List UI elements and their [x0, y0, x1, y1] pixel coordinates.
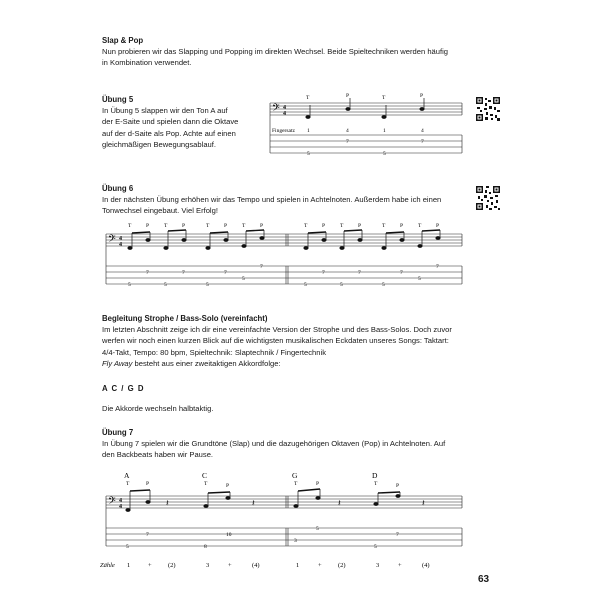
tab-number: 5 — [307, 151, 310, 157]
quarter-rest: 𝄽 — [166, 498, 169, 508]
song-title: Fly Away — [102, 358, 133, 368]
tab-number: 5 — [164, 282, 167, 288]
count-beat: 1 — [296, 562, 300, 569]
text-line: werfen wir noch einen kurzen Blick auf die wichtigsten musikalischen Eckdaten unseres Songs: Taktart: — [102, 336, 449, 346]
pop-mark: P — [146, 223, 150, 229]
time-sig-top: 4 — [119, 236, 122, 242]
pop-mark: P — [322, 223, 326, 229]
fingersatz-label: Fingersatz — [272, 128, 295, 134]
quarter-rest: 𝄽 — [422, 498, 425, 508]
tab-number: 5 — [206, 282, 209, 288]
notation-exercise-5 — [262, 93, 466, 163]
time-sig-bottom: 4 — [119, 242, 122, 248]
tab-number: 5 — [383, 151, 386, 157]
tab-number: 5 — [340, 282, 343, 288]
pop-mark: P — [346, 93, 350, 99]
section-exercise-6 — [102, 183, 472, 217]
count-beat: (2) — [338, 562, 346, 569]
time-sig-top: 4 — [119, 498, 122, 504]
song-description: besteht aus einer zweitaktigen Akkordfolge: — [132, 358, 281, 368]
tab-number: 8 — [204, 544, 207, 550]
pop-mark: P — [260, 223, 264, 229]
tab-number: 5 — [128, 282, 131, 288]
heading-exercise-7: Übung 7 — [102, 428, 134, 437]
page-number: 63 — [478, 574, 490, 585]
text-line: In Übung 7 spielen wir die Grundtöne (Slap) und die dazugehörigen Oktaven (Pop) in Achtelnoten. Auf — [102, 439, 446, 449]
count-beat: + — [318, 562, 322, 569]
slap-mark: T — [374, 481, 378, 487]
slap-mark: T — [340, 223, 344, 229]
text-line: Nun probieren wir das Slapping und Popping im direkten Wechsel. Beide Spieltechniken werden häufig — [102, 47, 449, 57]
chord-symbol: D — [372, 471, 378, 480]
section-exercise-5 — [102, 94, 282, 150]
bass-clef: 𝄢 — [108, 495, 116, 509]
count-beat: (4) — [422, 562, 430, 569]
text-line: In Übung 5 slappen wir den Ton A auf — [102, 106, 228, 116]
tab-number: 7 — [322, 270, 325, 276]
slap-mark: T — [382, 95, 386, 101]
slap-mark: T — [204, 481, 208, 487]
notation-exercise-6 — [102, 220, 466, 294]
heading-exercise-5: Übung 5 — [102, 95, 134, 104]
text-line: auf der d-Saite als Pop. Achte auf einen — [102, 128, 236, 138]
section-exercise-7 — [102, 427, 472, 461]
tab-number: 7 — [224, 270, 227, 276]
slap-mark: T — [206, 223, 210, 229]
count-beat: + — [148, 562, 152, 569]
section-accompaniment — [102, 313, 474, 369]
fingering-number: 1 — [383, 128, 386, 134]
count-beat: 3 — [376, 562, 380, 569]
text-line: in Kombination verwendet. — [102, 58, 192, 68]
pop-mark: P — [396, 483, 400, 489]
text-line — [102, 358, 474, 369]
tab-number: 7 — [358, 270, 361, 276]
quarter-rest: 𝄽 — [252, 498, 255, 508]
tab-number: 5 — [304, 282, 307, 288]
pop-mark: P — [226, 483, 230, 489]
tab-number: 5 — [242, 276, 245, 282]
tab-number: 3 — [294, 538, 297, 544]
pop-mark: P — [182, 223, 186, 229]
pop-mark: P — [420, 93, 424, 99]
bass-clef: 𝄢 — [272, 102, 280, 116]
pop-mark: P — [436, 223, 440, 229]
pop-mark: P — [400, 223, 404, 229]
time-sig-bottom: 4 — [119, 504, 122, 510]
bass-clef: 𝄢 — [108, 233, 116, 247]
count-beat: 3 — [206, 562, 210, 569]
text-line: gleichmäßigen Bewegungsablauf. — [102, 139, 216, 149]
slap-mark: T — [128, 223, 132, 229]
text-line: 4/4-Takt, Tempo: 80 bpm, Spieltechnik: Slaptechnik / Fingertechnik — [102, 347, 326, 357]
heading-exercise-6: Übung 6 — [102, 184, 134, 193]
chord-change-text: Die Akkorde wechseln halbtaktig. — [102, 404, 214, 413]
tab-number: 7 — [400, 270, 403, 276]
slap-mark: T — [294, 481, 298, 487]
count-beat: (4) — [252, 562, 260, 569]
text-line: den Backbeats haben wir Pause. — [102, 450, 214, 460]
tab-number: 5 — [126, 544, 129, 550]
slap-mark: T — [126, 481, 130, 487]
tab-number: 7 — [146, 270, 149, 276]
time-sig-top: 4 — [283, 105, 286, 111]
slap-mark: T — [418, 223, 422, 229]
chord-symbol: C — [202, 471, 208, 480]
text-line: Im letzten Abschnitt zeige ich dir eine vereinfachte Version der Strophe und des Bass-Solos. Doch zuvor — [102, 325, 452, 335]
tab-number: 7 — [421, 139, 424, 145]
text-line: der E-Saite und spielen dann die Oktave — [102, 117, 239, 127]
count-label: Zähle — [100, 562, 115, 569]
tab-number: 5 — [382, 282, 385, 288]
qr-code-exercise-5 — [475, 96, 501, 122]
pop-mark: P — [146, 481, 150, 487]
slap-mark: T — [164, 223, 168, 229]
chord-symbol: G — [292, 471, 298, 480]
text-line: Tonwechsel eingebaut. Viel Erfolg! — [102, 206, 218, 216]
pop-mark: P — [224, 223, 228, 229]
tab-number: 7 — [436, 264, 439, 270]
slap-mark: T — [304, 223, 308, 229]
tab-number: 5 — [418, 276, 421, 282]
fingering-number: 4 — [346, 128, 349, 134]
pop-mark: P — [358, 223, 362, 229]
chord-symbol: A — [124, 471, 130, 480]
time-sig-bottom: 4 — [283, 111, 286, 117]
fingering-number: 4 — [421, 128, 424, 134]
text-line: In der nächsten Übung erhöhen wir das Tempo und spielen in Achtelnoten. Außerdem habe ich einen — [102, 195, 442, 205]
qr-code-exercise-6 — [475, 185, 501, 211]
tab-number: 7 — [146, 532, 149, 538]
slap-mark: T — [242, 223, 246, 229]
count-beat: + — [228, 562, 232, 569]
slap-mark: T — [382, 223, 386, 229]
section-slap-pop — [102, 35, 472, 69]
tab-number: 7 — [182, 270, 185, 276]
count-beat: (2) — [168, 562, 176, 569]
quarter-rest: 𝄽 — [338, 498, 341, 508]
heading-slap-pop: Slap & Pop — [102, 36, 144, 45]
tab-number: 5 — [374, 544, 377, 550]
heading-accompaniment: Begleitung Strophe / Bass-Solo (vereinfacht) — [102, 314, 268, 323]
tab-number: 7 — [260, 264, 263, 270]
slap-mark: T — [306, 95, 310, 101]
count-beat: 1 — [127, 562, 131, 569]
pop-mark: P — [316, 481, 320, 487]
chord-sequence: A C / G D — [102, 384, 145, 393]
count-beat: + — [398, 562, 402, 569]
tab-number: 5 — [316, 526, 319, 532]
notation-exercise-7 — [102, 466, 466, 576]
tab-number: 7 — [346, 139, 349, 145]
tab-number: 10 — [226, 532, 232, 538]
fingering-number: 1 — [307, 128, 310, 134]
tab-number: 7 — [396, 532, 399, 538]
